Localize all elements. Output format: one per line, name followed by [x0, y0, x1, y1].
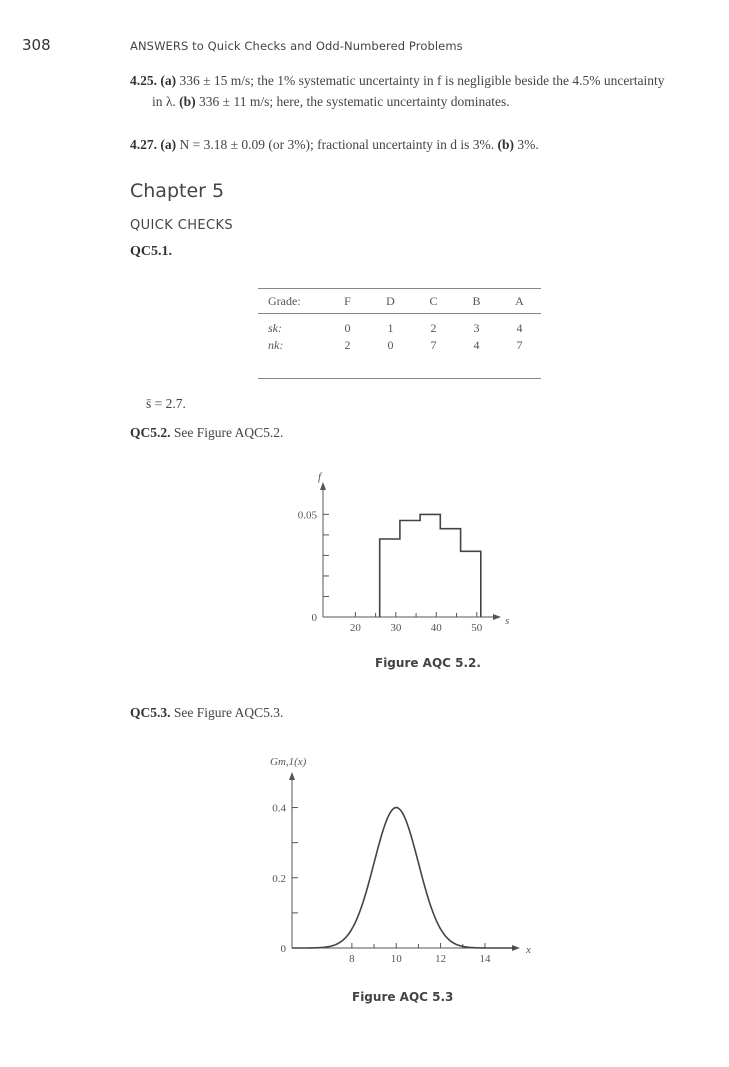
figure-caption: Figure AQC 5.3: [352, 990, 454, 1004]
table-cell: 1: [387, 321, 394, 335]
y-tick-label: 0: [280, 943, 286, 955]
part-a-label: (a): [160, 73, 177, 88]
y-tick-label: 0.4: [272, 802, 286, 815]
chapter-title: Chapter 5: [130, 180, 225, 202]
figure-caption: Figure AQC 5.2.: [375, 656, 481, 670]
grade-cell: D: [386, 293, 395, 308]
part-b-text: 3%.: [517, 137, 539, 152]
table-row: [258, 337, 541, 354]
table-cell: 4: [473, 338, 480, 352]
table-row: [258, 320, 541, 337]
x-tick-label: 50: [471, 622, 483, 634]
x-tick-label: 14: [479, 953, 491, 965]
grade-cell: F: [344, 293, 351, 308]
qc5-3-line: [130, 705, 283, 721]
row-label: sk:: [268, 321, 282, 335]
y-axis-label: f: [318, 471, 322, 483]
x-axis-arrow: [493, 614, 501, 620]
table-cell: 0: [344, 321, 351, 335]
histogram-chart: [0, 462, 729, 642]
table-cell: 0: [387, 338, 394, 352]
x-tick-label: 8: [349, 953, 355, 965]
qc5-2-line: [130, 425, 283, 441]
table-cell: 7: [430, 338, 437, 352]
y-tick-label: 0.05: [297, 509, 317, 522]
part-a-text: 336 ± 15 m/s; the 1% systematic uncertainty in f is negligible beside the 4.5% uncertainty in λ.: [152, 73, 665, 109]
x-tick-label: 12: [435, 953, 447, 965]
answer-4-27: [130, 134, 675, 155]
answer-4-25: [130, 70, 675, 112]
grade-cell: B: [472, 293, 481, 308]
grade-table: [258, 288, 541, 379]
part-b-label: (b): [497, 137, 514, 152]
running-header: ANSWERS to Quick Checks and Odd-Numbered Problems: [130, 39, 463, 53]
table-cell: 3: [473, 321, 480, 335]
qc5-3-text: See Figure AQC5.3.: [173, 705, 284, 720]
table-cell: 7: [516, 338, 523, 352]
x-tick-label: 30: [390, 622, 402, 634]
qc5-1-label: QC5.1.: [130, 244, 172, 259]
table-header-label: Grade:: [268, 293, 301, 308]
gaussian-curve: [292, 808, 516, 948]
qc5-2-text: See Figure AQC5.2.: [173, 425, 284, 440]
y-axis-arrow: [289, 772, 295, 780]
qc5-2-label: QC5.2.: [130, 425, 171, 440]
part-a-text: N = 3.18 ± 0.09 (or 3%); fractional uncertainty in d is 3%.: [179, 137, 495, 152]
table-cell: 2: [430, 321, 437, 335]
table-header-row: [258, 289, 541, 314]
x-tick-label: 40: [430, 622, 442, 634]
part-b-label: (b): [179, 94, 196, 109]
answer-number: 4.27.: [130, 137, 157, 152]
x-axis-label: s: [505, 615, 510, 627]
section-heading: QUICK CHECKS: [130, 218, 234, 233]
qc5-3-label: QC5.3.: [130, 705, 171, 720]
table-cell: 4: [516, 321, 523, 335]
mean-result: s̄ = 2.7.: [146, 396, 186, 411]
x-tick-label: 10: [390, 953, 402, 965]
y-axis-arrow: [320, 482, 326, 490]
answer-number: 4.25.: [130, 73, 157, 88]
page-number: 308: [22, 36, 51, 54]
x-axis-label: x: [526, 944, 531, 956]
grade-cell: A: [515, 293, 524, 308]
y-tick-label: 0: [311, 612, 317, 624]
table-cell: 2: [344, 338, 351, 352]
part-a-label: (a): [160, 137, 177, 152]
part-b-text: 336 ± 11 m/s; here, the systematic uncertainty dominates.: [199, 94, 510, 109]
y-axis-label: Gm,1(x): [270, 756, 307, 768]
x-tick-label: 20: [349, 622, 361, 634]
y-tick-label: 0.2: [272, 872, 286, 885]
row-label: nk:: [268, 338, 284, 352]
grade-cell: C: [429, 293, 438, 308]
gaussian-chart: [0, 750, 729, 970]
histogram-step-line: [380, 514, 481, 617]
